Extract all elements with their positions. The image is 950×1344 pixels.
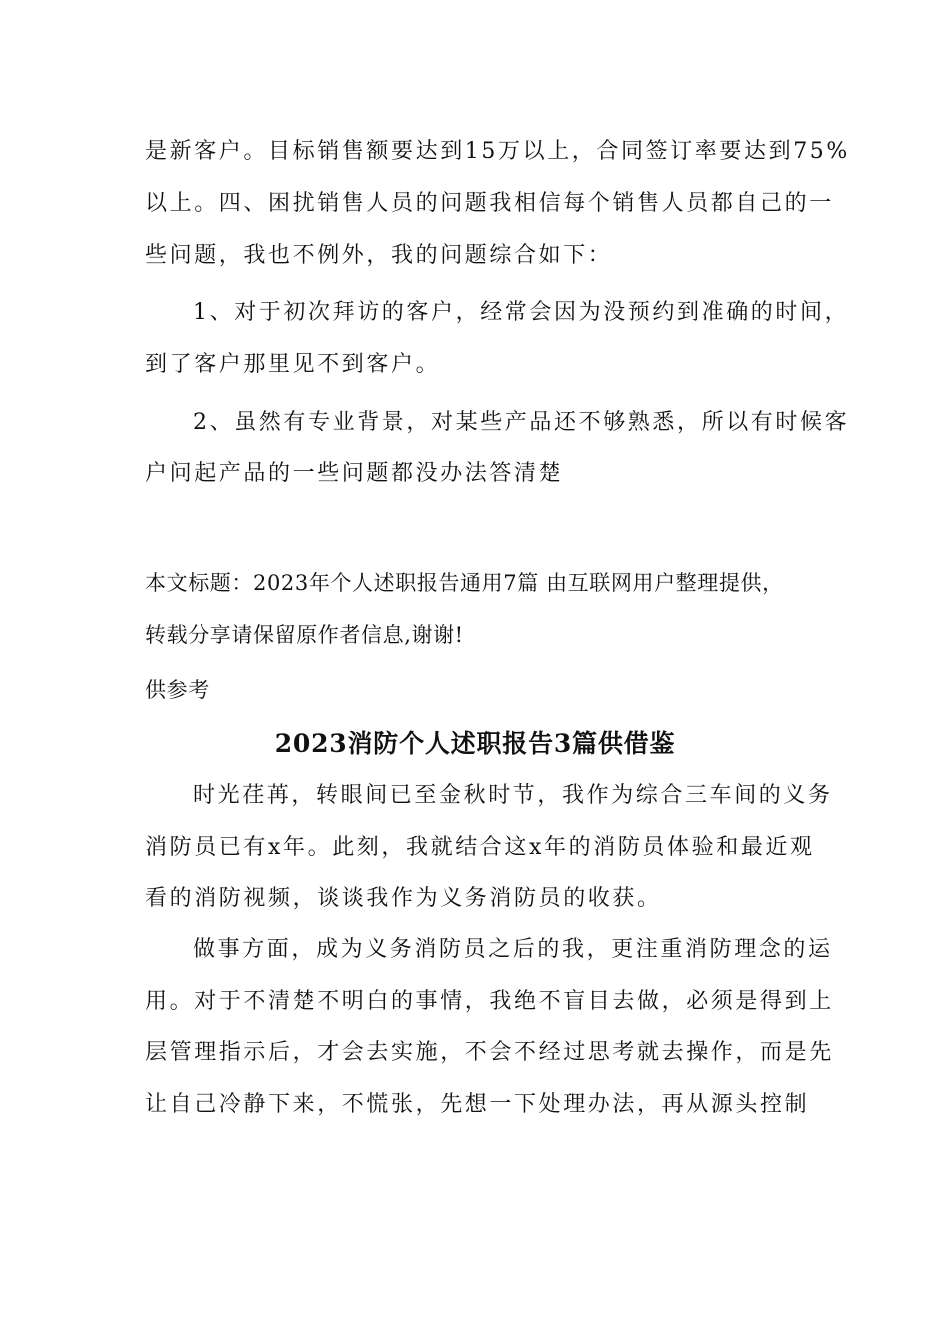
text-line: 到了客户那里见不到客户。 — [145, 352, 441, 377]
text-line: 户问起产品的一些问题都没办法答清楚 — [145, 461, 564, 486]
article-title: 2023消防个人述职报告3篇供借鉴 — [274, 729, 676, 758]
text-line: 用。对于不清楚不明白的事情，我绝不盲目去做，必须是得到上 — [145, 989, 834, 1014]
reference-label: 供参考 — [145, 678, 210, 702]
text-line: 看的消防视频，谈谈我作为义务消防员的收获。 — [145, 886, 662, 911]
text-line: 是新客户。目标销售额要达到15万以上，合同签订率要达到75% — [145, 139, 850, 164]
text-line: 以上。四、困扰销售人员的问题我相信每个销售人员都自己的一 — [145, 191, 834, 216]
text-line: 让自己冷静下来，不慌张，先想一下处理办法，再从源头控制 — [145, 1092, 810, 1117]
text-line: 时光荏苒，转眼间已至金秋时节，我作为综合三车间的义务 — [193, 783, 833, 808]
source-note-line: 转载分享请保留原作者信息,谢谢! — [145, 623, 464, 647]
source-note-line: 本文标题：2023年个人述职报告通用7篇 由互联网用户整理提供， — [145, 571, 784, 595]
text-line: 1、对于初次拜访的客户，经常会因为没预约到准确的时间， — [193, 300, 850, 325]
text-line: 消防员已有x年。此刻，我就结合这x年的消防员体验和最近观 — [145, 835, 815, 860]
text-line: 层管理指示后，才会去实施，不会不经过思考就去操作，而是先 — [145, 1040, 834, 1065]
text-line: 做事方面，成为义务消防员之后的我，更注重消防理念的运 — [193, 937, 833, 962]
text-line: 些问题，我也不例外，我的问题综合如下： — [145, 243, 613, 268]
text-line: 2、虽然有专业背景，对某些产品还不够熟悉，所以有时候客 — [193, 410, 850, 435]
